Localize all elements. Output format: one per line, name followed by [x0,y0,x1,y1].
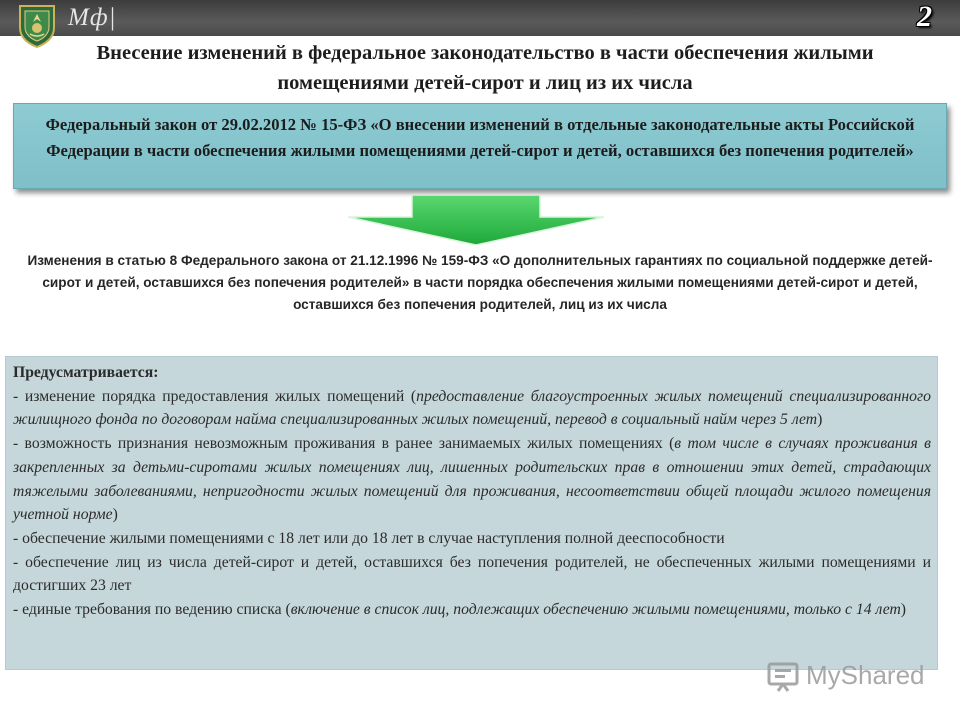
provisions-heading: Предусматривается: [13,364,159,381]
provision-item: - единые требования по ведению списка (включение в список лиц, подлежащих обеспечению жилыми помещениями, только с 14 лет) [13,601,907,619]
watermark [766,657,925,693]
watermark-text: MyShared [806,659,925,690]
page-title: Внесение изменений в федеральное законодательство в части обеспечения жилыми помещениями детей-сирот и лиц из их числа [96,42,874,94]
down-arrow-icon [346,195,606,245]
provisions-box [5,356,938,670]
provision-item: - обеспечение жилыми помещениями с 18 лет или до 18 лет в случае наступления полной дееспособности [13,529,725,547]
provision-item: - возможность признания невозможным проживания в ранее занимаемых жилых помещениях (в том числе в случаях проживания в закрепленных за детьми-сиротами жилых помещениях лиц, лишенных родительских прав в отношении этих детей, страдающих тяжелыми заболеваниями, непригодности жилых помещений для проживания, несоответствии общей площади жилого помещения учетной норме) [13,435,931,524]
brand-mark: Мф| [68,4,117,31]
provision-item: - изменение порядка предоставления жилых помещений (предоставление благоустроенных жилых помещений специализированного жилищного фонда по договорам найма специализированных жилых помещений, перевод в социальный найм через 5 лет) [13,387,931,429]
presentation-icon [766,658,800,692]
provision-item: - обеспечение лиц из числа детей-сирот и детей, оставшихся без попечения родителей, не обеспеченных жилыми помещениями и достигших 23 лет [13,553,931,595]
emblem-logo [14,2,60,48]
changes-description: Изменения в статью 8 Федерального закона от 21.12.1996 № 159-ФЗ «О дополнительных гарантиях по социальной поддержке детей-сирот и детей, оставшихся без попечения родителей» в части порядка обеспечения жилыми помещениями детей-сирот и детей, оставшихся без попечения родителей, лиц из их числа [27,253,933,312]
brand-text: Мф [68,4,109,31]
header-bar [0,0,960,36]
law-box [13,103,947,189]
law-text: Федеральный закон от 29.02.2012 № 15-ФЗ «О внесении изменений в отдельные законодательные акты Российской Федерации в части обеспечения жилыми помещениями детей-сирот и детей, оставшихся без попечения родителей» [45,115,915,160]
slide-number: 2 [917,0,932,33]
